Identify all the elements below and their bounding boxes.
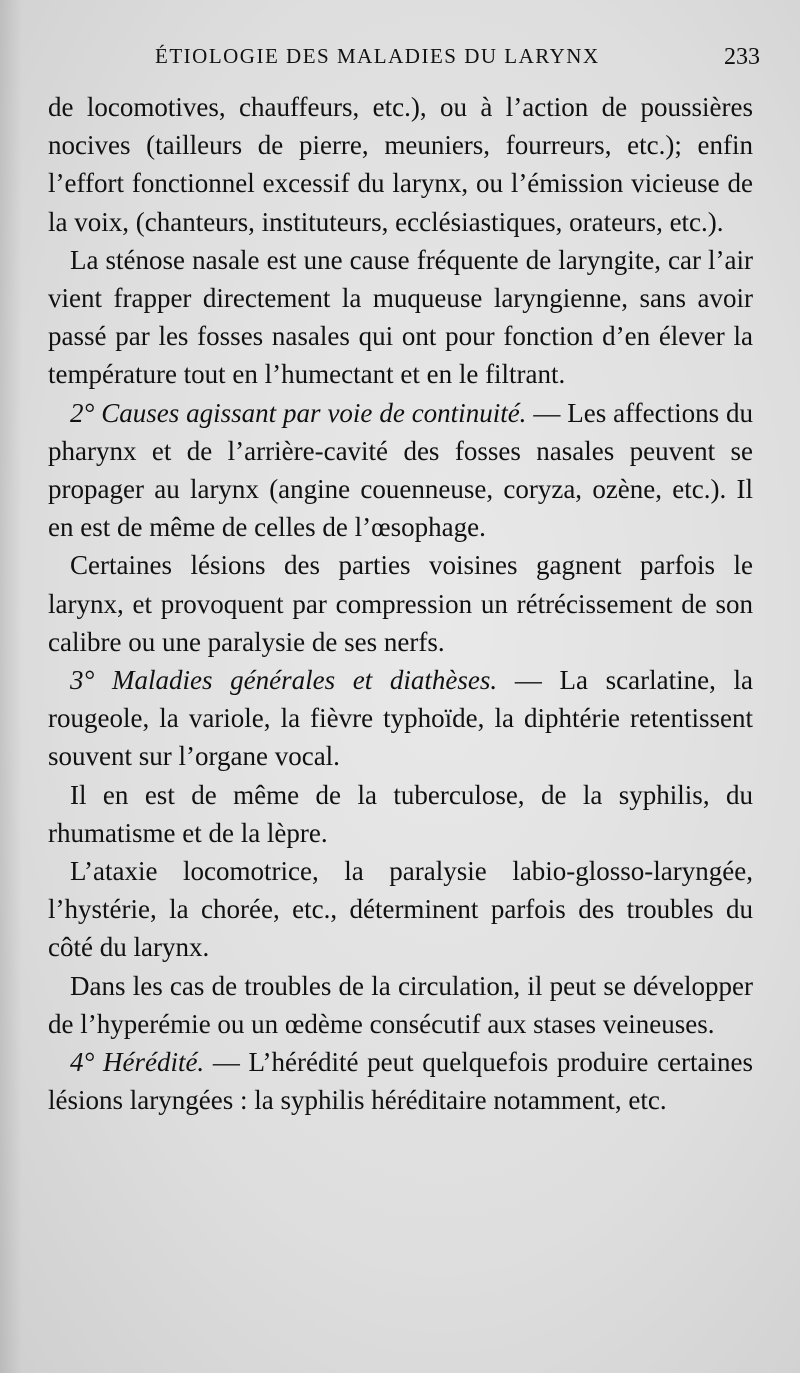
paragraph-text: — L’hérédité peut quelquefois produire certaines lésions laryngées : la syphilis héréditaire notamment, etc. [48,1047,754,1116]
body-text [48,88,753,1119]
page-number: 233 [724,44,760,70]
paragraph-text: de locomotives, chauffeurs, etc.), ou à l’action de poussières nocives (tailleurs de pierre, meuniers, fourreurs, etc.); enfin l’effort fonctionnel excessif du larynx, ou l’émission vicieuse de la voix, (chanteurs, instituteurs, ecclésiastiques, orateurs, etc.). [48,92,753,237]
paragraph-text: — La scarlatine, la rougeole, la variole, la fièvre typhoïde, la diphtérie retentissent souvent sur l’organe vocal. [48,665,753,772]
paragraph [48,394,753,547]
paragraph-text: — Les affections du pharynx et de l’arrière-cavité des fosses nasales peuvent se propager au larynx (angine couenneuse, coryza, ozène, etc.). Il en est de même de celles de l’œsophage. [48,397,753,543]
page-header [50,44,760,78]
paragraph-text: Dans les cas de troubles de la circulation, il peut se développer de l’hyperémie ou un œdème consécutif aux stases veineuses. [48,970,753,1039]
paragraph [48,88,753,241]
paragraph [48,776,753,852]
paragraph [48,661,753,776]
paragraph [48,546,753,661]
paragraph-text: La sténose nasale est une cause fréquente de laryngite, car l’air vient frapper directement la muqueuse laryngienne, sans avoir passé par les fosses nasales qui ont pour fonction d’en élever la température tout en l’humectant et en le filtrant. [48,244,753,390]
section-heading: 3° Maladies générales et diathèses. [70,665,498,696]
paragraph [48,967,753,1043]
running-title: ÉTIOLOGIE DES MALADIES DU LARYNX [155,44,600,68]
paragraph [48,1043,753,1119]
paragraph-text: Il en est de même de la tuberculose, de la syphilis, du rhumatisme et de la lèpre. [48,779,753,848]
section-heading: 4° Hérédité. [70,1047,205,1078]
paragraph [48,852,753,967]
paragraph [48,241,753,394]
paragraph-text: Certaines lésions des parties voisines gagnent parfois le larynx, et provoquent par compression un rétrécissement de son calibre ou une paralysie de ses nerfs. [48,550,753,657]
page-gutter-shadow [0,0,22,1373]
section-heading: 2° Causes agissant par voie de continuité. [70,397,527,428]
paragraph-text: L’ataxie locomotrice, la paralysie labio-glosso-laryngée, l’hystérie, la chorée, etc., déterminent parfois des troubles du côté du larynx. [48,856,753,963]
